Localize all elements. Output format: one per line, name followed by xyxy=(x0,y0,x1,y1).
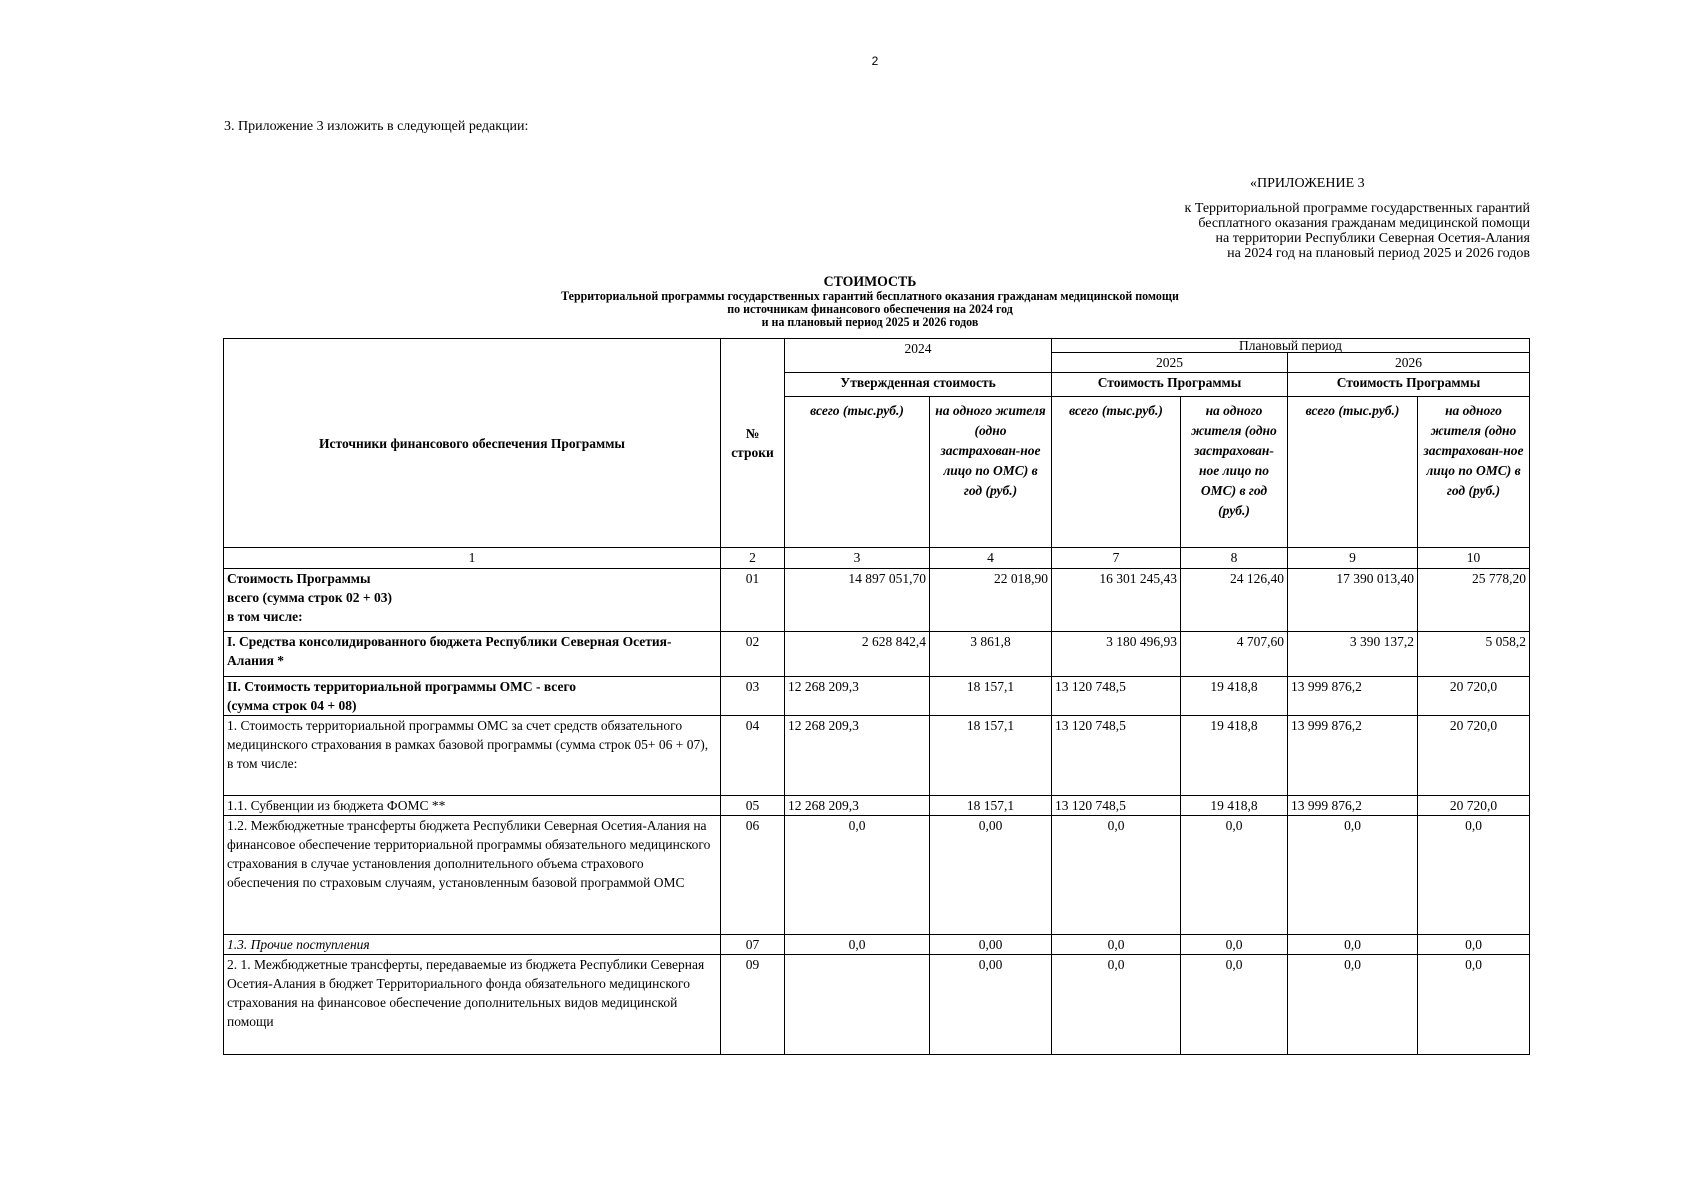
table-row xyxy=(224,632,1530,677)
column-number: 4 xyxy=(930,548,1052,569)
value-cell: 22 018,90 xyxy=(930,569,1052,632)
document-title xyxy=(474,276,1265,328)
row-number: 09 xyxy=(721,955,785,1055)
table-row xyxy=(224,796,1530,816)
value-cell: 3 390 137,2 xyxy=(1288,632,1418,677)
row-label: I. Средства консолидированного бюджета Республики Северная Осетия-Алания * xyxy=(224,632,721,677)
value-cell: 3 180 496,93 xyxy=(1052,632,1181,677)
column-number: 2 xyxy=(721,548,785,569)
row-number: 03 xyxy=(721,677,785,716)
value-cell: 13 120 748,5 xyxy=(1052,677,1181,716)
header-2025: 2025 xyxy=(1052,353,1288,373)
column-number: 9 xyxy=(1288,548,1418,569)
value-cell: 19 418,8 xyxy=(1181,677,1288,716)
value-cell: 19 418,8 xyxy=(1181,796,1288,816)
value-cell: 0,0 xyxy=(1052,816,1181,935)
value-cell: 18 157,1 xyxy=(930,796,1052,816)
value-cell: 0,0 xyxy=(1052,955,1181,1055)
table-row xyxy=(224,569,1530,632)
header-total: всего (тыс.руб.) xyxy=(1288,397,1418,548)
row-label: II. Стоимость территориальной программы ОМС - всего (сумма строк 04 + 08) xyxy=(224,677,721,716)
table-row xyxy=(224,677,1530,716)
title-line: и на плановый период 2025 и 2026 годов xyxy=(761,314,979,329)
value-cell: 5 058,2 xyxy=(1418,632,1530,677)
value-cell: 0,0 xyxy=(1181,816,1288,935)
header-per-capita: на одного жителя (одно застрахован-ное лицо по ОМС) в год (руб.) xyxy=(1181,397,1288,548)
value-cell: 20 720,0 xyxy=(1418,796,1530,816)
column-number: 3 xyxy=(785,548,930,569)
value-cell: 13 120 748,5 xyxy=(1052,796,1181,816)
row-number: 01 xyxy=(721,569,785,632)
value-cell: 16 301 245,43 xyxy=(1052,569,1181,632)
value-cell: 17 390 013,40 xyxy=(1288,569,1418,632)
value-cell: 12 268 209,3 xyxy=(785,796,930,816)
value-cell: 0,00 xyxy=(930,935,1052,955)
value-cell: 4 707,60 xyxy=(1181,632,1288,677)
row-number: 05 xyxy=(721,796,785,816)
header-cost-2025: Стоимость Программы xyxy=(1052,373,1288,397)
column-number: 7 xyxy=(1052,548,1181,569)
table-row xyxy=(224,716,1530,796)
value-cell: 20 720,0 xyxy=(1418,677,1530,716)
header-2026: 2026 xyxy=(1288,353,1530,373)
row-label: Стоимость Программы всего (сумма строк 02 + 03) в том числе: xyxy=(224,569,721,632)
header-total: всего (тыс.руб.) xyxy=(1052,397,1181,548)
column-number: 10 xyxy=(1418,548,1530,569)
value-cell: 0,0 xyxy=(1181,935,1288,955)
value-cell: 0,0 xyxy=(1418,816,1530,935)
value-cell: 13 999 876,2 xyxy=(1288,716,1418,796)
value-cell: 2 628 842,4 xyxy=(785,632,930,677)
table-row xyxy=(224,816,1530,935)
cost-table xyxy=(223,338,1530,1055)
row-number: 07 xyxy=(721,935,785,955)
title-heading: СТОИМОСТЬ xyxy=(823,274,917,290)
page-number: 2 xyxy=(871,54,879,68)
title-line: Территориальной программы государственных гарантий бесплатного оказания гражданам медицинской помощи xyxy=(561,288,1179,303)
appendix-line: на территории Республики Северная Осетия-Алания xyxy=(1215,231,1530,246)
row-label: 1. Стоимость территориальной программы ОМС за счет средств обязательного медицинского страхования в рамках базовой программы (сумма строк 05+ 06 + 07), в том числе: xyxy=(224,716,721,796)
value-cell: 0,0 xyxy=(1181,955,1288,1055)
row-number: 04 xyxy=(721,716,785,796)
appendix-title: «ПРИЛОЖЕНИЕ 3 xyxy=(1250,176,1365,191)
appendix-header xyxy=(1150,176,1530,261)
row-label: 1.3. Прочие поступления xyxy=(224,935,721,955)
column-number: 8 xyxy=(1181,548,1288,569)
value-cell: 0,0 xyxy=(785,816,930,935)
value-cell: 25 778,20 xyxy=(1418,569,1530,632)
value-cell: 0,0 xyxy=(1288,955,1418,1055)
header-per-capita: на одного жителя (одно застрахован-ное лицо по ОМС) в год (руб.) xyxy=(1418,397,1530,548)
value-cell: 24 126,40 xyxy=(1181,569,1288,632)
value-cell: 12 268 209,3 xyxy=(785,716,930,796)
value-cell: 14 897 051,70 xyxy=(785,569,930,632)
table-row xyxy=(224,955,1530,1055)
value-cell: 3 861,8 xyxy=(930,632,1052,677)
header-source: Источники финансового обеспечения Программы xyxy=(224,339,721,548)
value-cell: 0,00 xyxy=(930,816,1052,935)
column-numbers-row xyxy=(224,548,1530,569)
header-plan-period: Плановый период xyxy=(1052,339,1530,353)
row-label: 2. 1. Межбюджетные трансферты, передаваемые из бюджета Республики Северная Осетия-Алания в бюджет Территориального фонда обязательного медицинского страхования на финансовое обеспечение дополнительных видов медицинской помощи xyxy=(224,955,721,1055)
header-2024: 2024 xyxy=(785,339,1052,373)
value-cell: 18 157,1 xyxy=(930,716,1052,796)
table-row xyxy=(224,935,1530,955)
value-cell: 0,0 xyxy=(1288,816,1418,935)
column-number: 1 xyxy=(224,548,721,569)
value-cell: 13 999 876,2 xyxy=(1288,796,1418,816)
value-cell: 13 999 876,2 xyxy=(1288,677,1418,716)
value-cell: 0,00 xyxy=(930,955,1052,1055)
row-number: 06 xyxy=(721,816,785,935)
appendix-line: к Территориальной программе государственных гарантий xyxy=(1184,201,1530,216)
intro-text: 3. Приложение 3 изложить в следующей редакции: xyxy=(224,119,529,134)
value-cell: 20 720,0 xyxy=(1418,716,1530,796)
value-cell xyxy=(785,955,930,1055)
header-per-capita: на одного жителя (одно застрахован-ное лицо по ОМС) в год (руб.) xyxy=(930,397,1052,548)
value-cell: 0,0 xyxy=(1288,935,1418,955)
appendix-line: бесплатного оказания гражданам медицинской помощи xyxy=(1198,216,1530,231)
row-label: 1.2. Межбюджетные трансферты бюджета Республики Северная Осетия-Алания на финансовое обеспечение территориальной программы обязательного медицинского страхования в случае установления дополнительного объема страхового обеспечения по страховым случаям, установленным базовой программой ОМС xyxy=(224,816,721,935)
value-cell: 0,0 xyxy=(1418,935,1530,955)
value-cell: 0,0 xyxy=(1418,955,1530,1055)
row-number: 02 xyxy=(721,632,785,677)
value-cell: 13 120 748,5 xyxy=(1052,716,1181,796)
appendix-line: на 2024 год на плановый период 2025 и 2026 годов xyxy=(1227,246,1530,261)
header-total: всего (тыс.руб.) xyxy=(785,397,930,548)
header-row-number: № строки xyxy=(721,339,785,548)
value-cell: 19 418,8 xyxy=(1181,716,1288,796)
value-cell: 0,0 xyxy=(785,935,930,955)
value-cell: 0,0 xyxy=(1052,935,1181,955)
row-label: 1.1. Субвенции из бюджета ФОМС ** xyxy=(224,796,721,816)
value-cell: 12 268 209,3 xyxy=(785,677,930,716)
value-cell: 18 157,1 xyxy=(930,677,1052,716)
header-cost-2026: Стоимость Программы xyxy=(1288,373,1530,397)
header-approved-cost: Утвержденная стоимость xyxy=(785,373,1052,397)
title-line: по источникам финансового обеспечения на 2024 год xyxy=(727,301,1013,316)
